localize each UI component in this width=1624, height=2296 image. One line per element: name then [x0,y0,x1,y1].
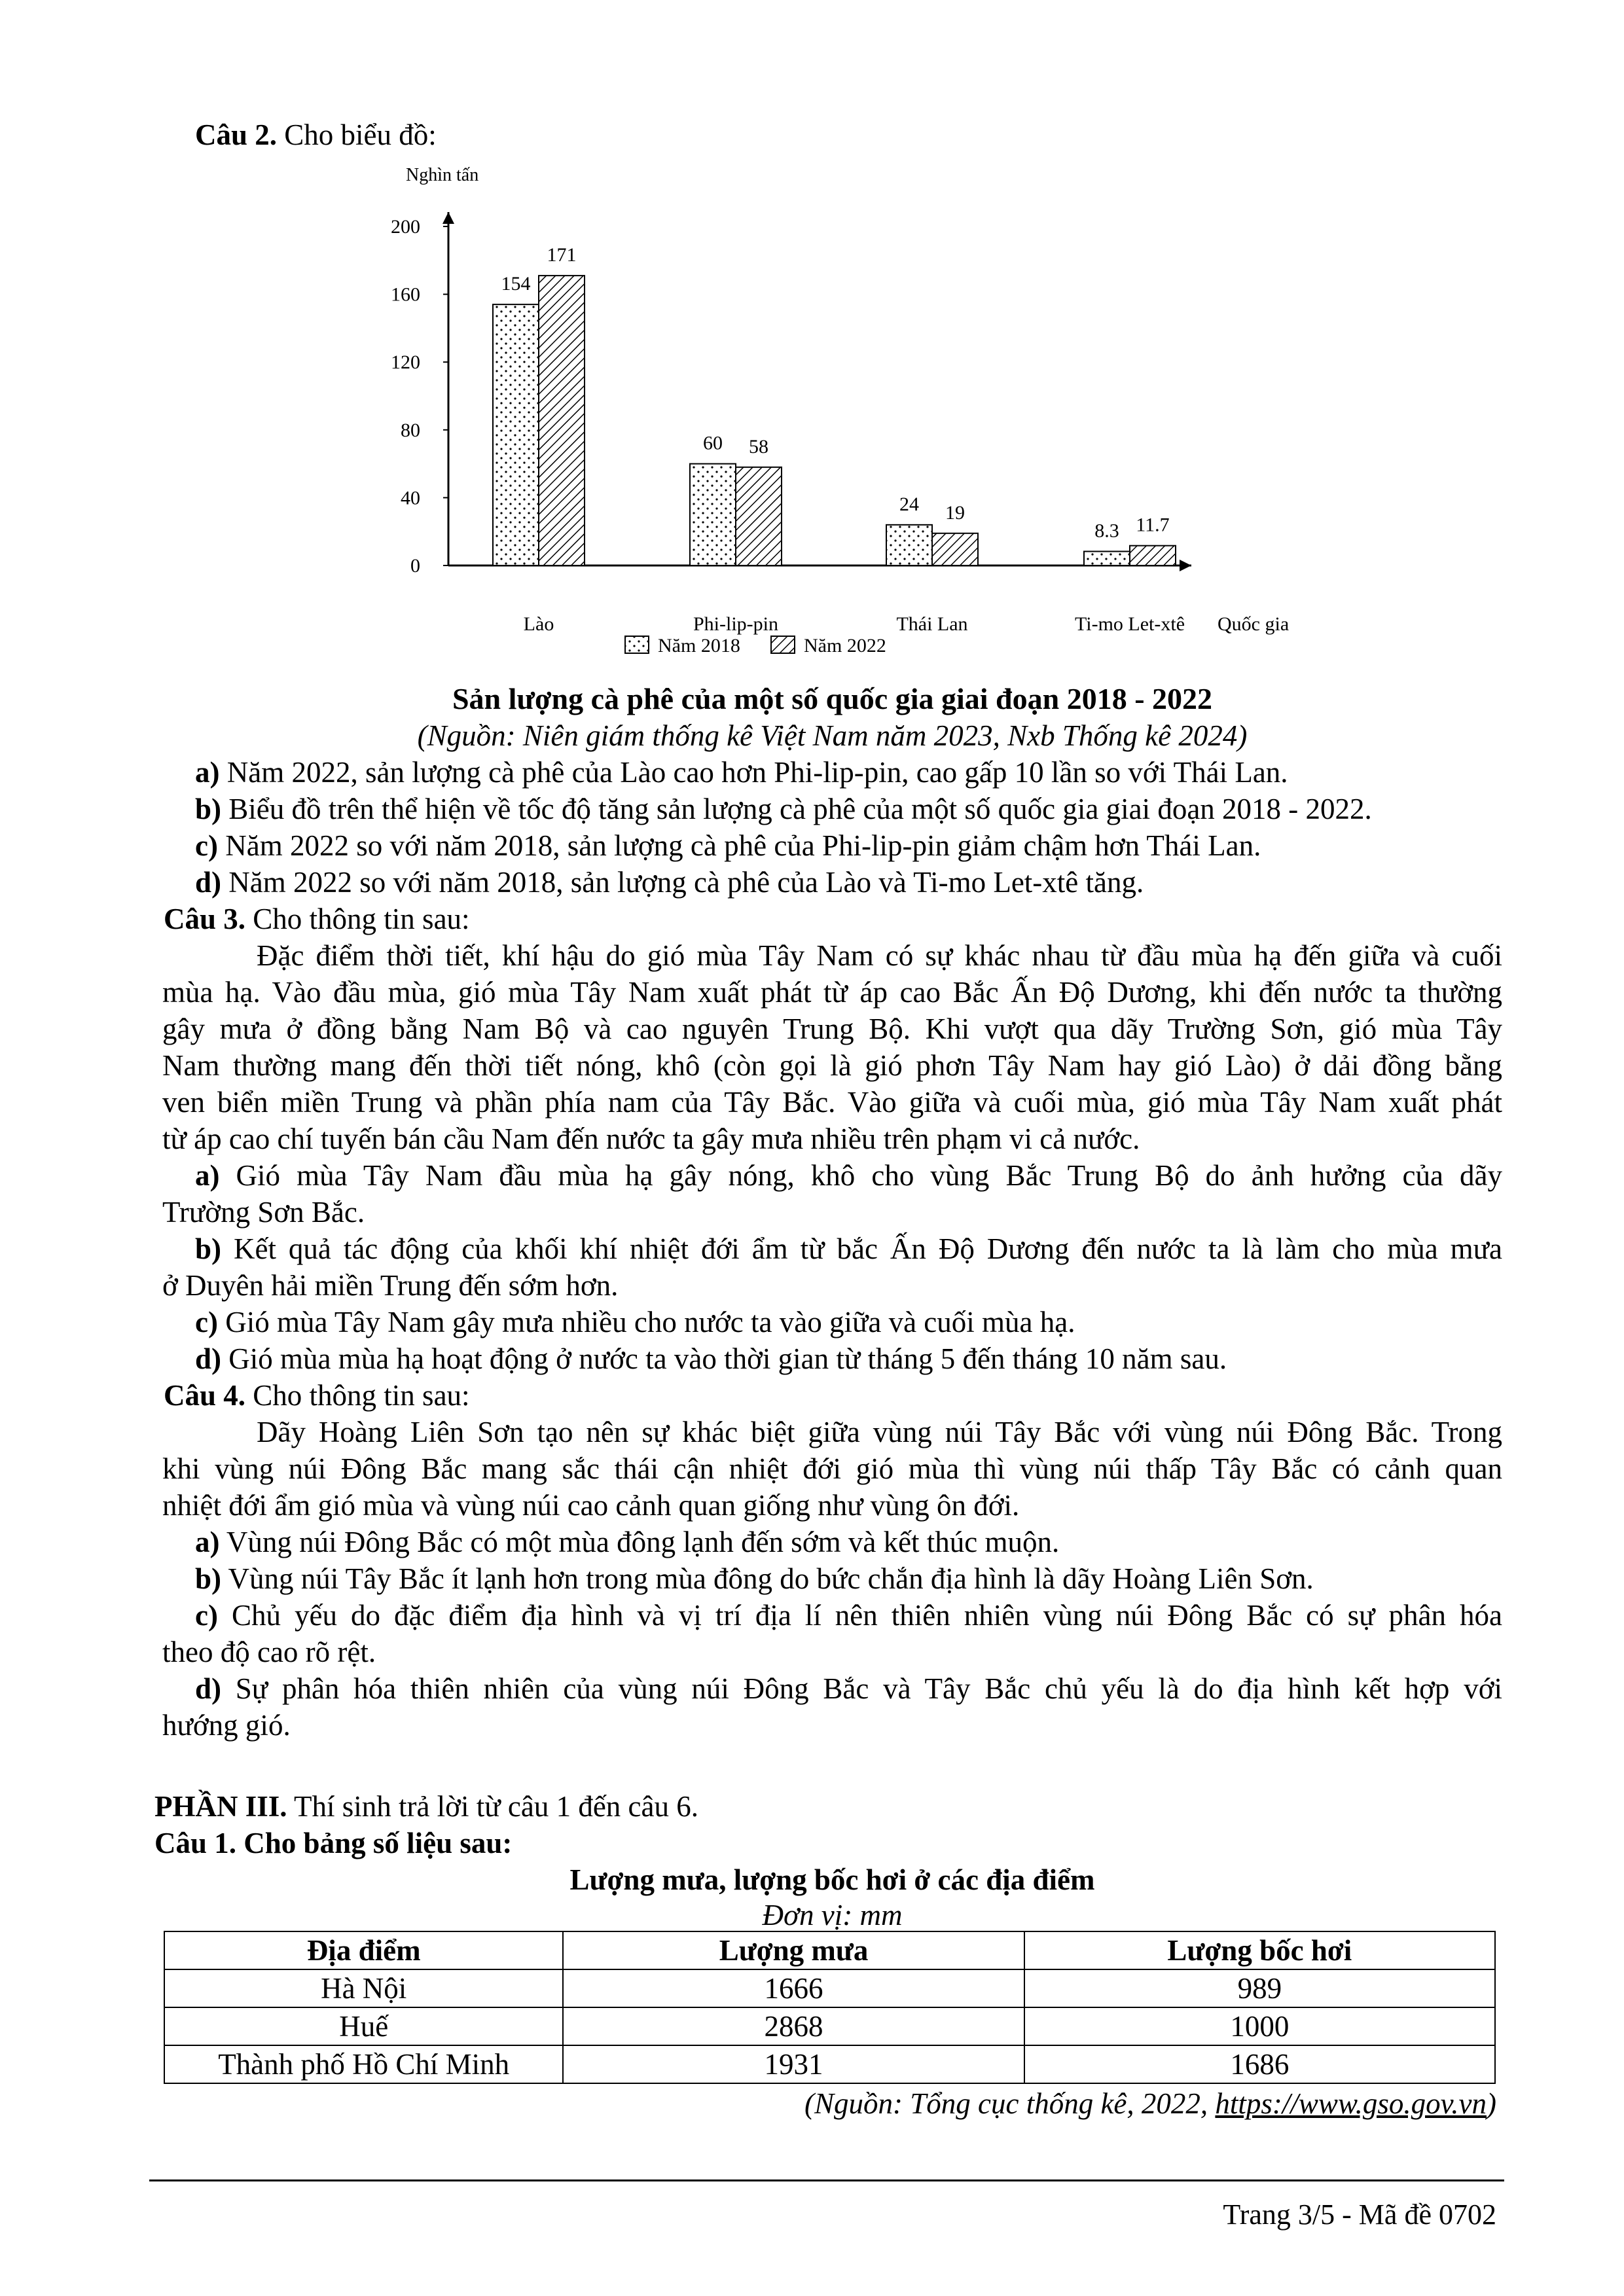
table-header-row [164,1931,1495,1969]
bar [886,525,932,565]
x-tick-label: Ti-mo Let-xtê [1074,613,1185,635]
option-label: c) [195,1599,218,1632]
q2-option-a [195,754,1288,791]
table-cell: Huế [164,2007,563,2045]
option-text: Gió mùa mùa hạ hoạt động ở nước ta vào thời gian từ tháng 5 đến tháng 10 năm sau. [221,1342,1227,1375]
q2-option-b [195,791,1372,827]
table-source [804,2085,1496,2122]
option-text: Năm 2022 so với năm 2018, sản lượng cà phê của Phi-lip-pin giảm chậm hơn Thái Lan. [217,829,1261,862]
bar-value-label: 8.3 [1094,520,1119,542]
table-cell: 2868 [563,2007,1024,2045]
q3-label: Câu 3. [164,903,246,935]
x-axis-arrow [1180,560,1191,571]
table-cell: 989 [1024,1969,1495,2007]
legend-swatch [771,636,795,653]
table-unit: Đơn vị: mm [762,1899,903,1931]
q4-option-c-cont: theo độ cao rõ rệt. [162,1636,376,1668]
table-row [164,2045,1495,2083]
y-axis-label: Nghìn tấn [406,165,479,185]
option-label: b) [195,1232,222,1265]
q3-paragraph-line: Đặc điểm thời tiết, khí hậu do gió mùa Tây Nam có sự khác nhau từ đầu mùa hạ đến giữa và cuối [257,939,1502,972]
bar [932,533,978,565]
q3-option-a [195,1157,1502,1194]
q4-heading [164,1377,470,1414]
bar [690,464,736,565]
chart-title: Sản lượng cà phê của một số quốc gia giai đoạn 2018 - 2022 [452,682,1213,715]
bar [736,467,782,565]
q4-text: Cho thông tin sau: [245,1379,470,1412]
table-title: Lượng mưa, lượng bốc hơi ở các địa điểm [569,1863,1095,1896]
y-tick-label: 120 [391,351,420,374]
bar [493,304,539,565]
q4-paragraph-line: Dãy Hoàng Liên Sơn tạo nên sự khác biệt giữa vùng núi Tây Bắc với vùng núi Đông Bắc. Trong [257,1416,1502,1448]
part3-text: Thí sinh trả lời từ câu 1 đến câu 6. [287,1790,698,1823]
option-text: Năm 2022 so với năm 2018, sản lượng cà phê của Lào và Ti-mo Let-xtê tăng. [221,866,1144,899]
table-cell: 1931 [563,2045,1024,2083]
q4-option-b [195,1560,1314,1597]
source-suffix: ) [1487,2087,1496,2120]
bar [1130,546,1176,565]
part3-label: PHẦN III. [154,1790,287,1823]
bar [1084,552,1130,565]
x-tick-label: Lào [523,613,554,635]
bar-value-label: 60 [703,432,723,454]
table-header: Lượng mưa [563,1931,1024,1969]
part3-q1-heading: Câu 1. Cho bảng số liệu sau: [154,1827,513,1859]
legend-swatch [625,636,649,653]
q2-option-d [195,864,1144,901]
part3-heading [154,1788,698,1825]
q2-label: Câu 2. [195,118,278,151]
q4-option-a [195,1524,1059,1560]
option-text: Chủ yếu do đặc điểm địa hình và vị trí địa lí nên thiên nhiên vùng núi Đông Bắc có sự phân hóa [217,1599,1502,1632]
footer-divider [149,2179,1504,2181]
q3-text: Cho thông tin sau: [245,903,470,935]
q3-option-a-cont: Trường Sơn Bắc. [162,1196,365,1229]
bar-chart-svg [367,149,1309,666]
q2-text: Cho biểu đồ: [277,118,437,151]
q3-paragraph-line: từ áp cao chí tuyến bán cầu Nam đến nước ta gây mưa nhiều trên phạm vi cả nước. [162,1122,1140,1155]
option-label: d) [195,1672,222,1705]
table-header: Lượng bốc hơi [1024,1931,1495,1969]
bar [539,276,585,565]
y-axis-arrow [442,212,454,224]
q3-option-b [195,1230,1502,1267]
table-row [164,2007,1495,2045]
option-label: c) [195,829,218,862]
option-label: b) [195,1562,222,1595]
q3-paragraph-line: mùa hạ. Vào đầu mùa, gió mùa Tây Nam xuất phát từ áp cao Bắc Ấn Độ Dương, khi đến nước ta thường [162,976,1502,1009]
option-text: Sự phân hóa thiên nhiên của vùng núi Đông Bắc và Tây Bắc chủ yếu là do địa hình kết hợp với [221,1672,1502,1705]
y-tick-label: 200 [391,216,420,238]
option-text: Gió mùa Tây Nam gây mưa nhiều cho nước ta vào giữa và cuối mùa hạ. [217,1306,1075,1338]
q2-option-c [195,827,1261,864]
q4-paragraph-line: khi vùng núi Đông Bắc mang sắc thái cận nhiệt đới gió mùa thì vùng núi thấp Tây Bắc có cảnh quan [162,1452,1502,1485]
x-tick-label: Thái Lan [896,613,968,635]
source-link[interactable]: https://www.gso.gov.vn [1215,2087,1487,2120]
option-text: Gió mùa Tây Nam đầu mùa hạ gây nóng, khô cho vùng Bắc Trung Bộ do ảnh hưởng của dãy [219,1159,1502,1192]
q3-option-d [195,1340,1227,1377]
q3-paragraph-line: gây mưa ở đồng bằng Nam Bộ và cao nguyên Trung Bộ. Khi vượt qua dãy Trường Sơn, gió mùa Tây [162,1013,1502,1045]
option-text: Biểu đồ trên thể hiện về tốc độ tăng sản lượng cà phê của một số quốc gia giai đoạn 2018 - 2022. [221,793,1372,825]
option-label: a) [195,1526,220,1558]
option-text: Vùng núi Đông Bắc có một mùa đông lạnh đến sớm và kết thúc muộn. [219,1526,1060,1558]
table-cell: Thành phố Hồ Chí Minh [164,2045,563,2083]
q3-option-b-cont: ở Duyên hải miền Trung đến sớm hơn. [162,1269,619,1302]
option-label: a) [195,756,220,789]
x-tick-label: Phi-lip-pin [693,613,779,635]
q4-label: Câu 4. [164,1379,246,1412]
option-label: c) [195,1306,218,1338]
option-label: b) [195,793,222,825]
legend-label: Năm 2018 [658,635,740,656]
rainfall-table [164,1931,1496,2084]
bar-value-label: 58 [749,435,768,457]
option-text: Kết quả tác động của khối khí nhiệt đới ẩm từ bắc Ấn Độ Dương đến nước ta là làm cho mùa mưa [221,1232,1502,1265]
table-cell: 1666 [563,1969,1024,2007]
bar-value-label: 171 [547,244,577,266]
table-cell: Hà Nội [164,1969,563,2007]
option-label: a) [195,1159,220,1192]
q4-option-d-cont: hướng gió. [162,1709,291,1742]
bar-value-label: 19 [945,501,965,524]
option-label: d) [195,866,222,899]
option-text: Năm 2022, sản lượng cà phê của Lào cao hơn Phi-lip-pin, cao gấp 10 lần so với Thái Lan. [219,756,1288,789]
x-axis-label: Quốc gia [1218,613,1290,635]
page-footer: Trang 3/5 - Mã đề 0702 [1223,2198,1496,2231]
y-tick-label: 80 [401,419,420,441]
q3-option-c [195,1304,1075,1340]
legend-label: Năm 2022 [804,635,886,656]
q3-paragraph-line: ven biển miền Trung và phần phía nam của Tây Bắc. Vào giữa và cuối mùa, gió mùa Tây Nam xuất phát [162,1086,1502,1119]
bar-value-label: 24 [899,493,919,515]
table-cell: 1686 [1024,2045,1495,2083]
chart-source: (Nguồn: Niên giám thống kê Việt Nam năm 2023, Nxb Thống kê 2024) [417,719,1248,752]
bar-value-label: 11.7 [1136,514,1170,536]
q4-paragraph-line: nhiệt đới ẩm gió mùa và vùng núi cao cảnh quan giống như vùng ôn đới. [162,1489,1020,1522]
bar-value-label: 154 [501,273,531,295]
q3-paragraph-line: Nam thường mang đến thời tiết nóng, khô (còn gọi là gió phơn Tây Nam hay gió Lào) ở dải đồng bằng [162,1049,1502,1082]
coffee-chart [367,149,1309,666]
y-tick-label: 160 [391,283,420,306]
source-prefix: (Nguồn: Tổng cục thống kê, 2022, [804,2087,1216,2120]
q4-option-c [195,1597,1502,1634]
q3-heading [164,901,470,937]
table-row [164,1969,1495,2007]
y-tick-label: 0 [410,555,420,577]
option-text: Vùng núi Tây Bắc ít lạnh hơn trong mùa đông do bức chắn địa hình là dãy Hoàng Liên Sơn. [221,1562,1314,1595]
q2-heading [195,117,437,153]
table-cell: 1000 [1024,2007,1495,2045]
y-tick-label: 40 [401,487,420,509]
q4-option-d [195,1670,1502,1707]
table-header: Địa điểm [164,1931,563,1969]
option-label: d) [195,1342,222,1375]
